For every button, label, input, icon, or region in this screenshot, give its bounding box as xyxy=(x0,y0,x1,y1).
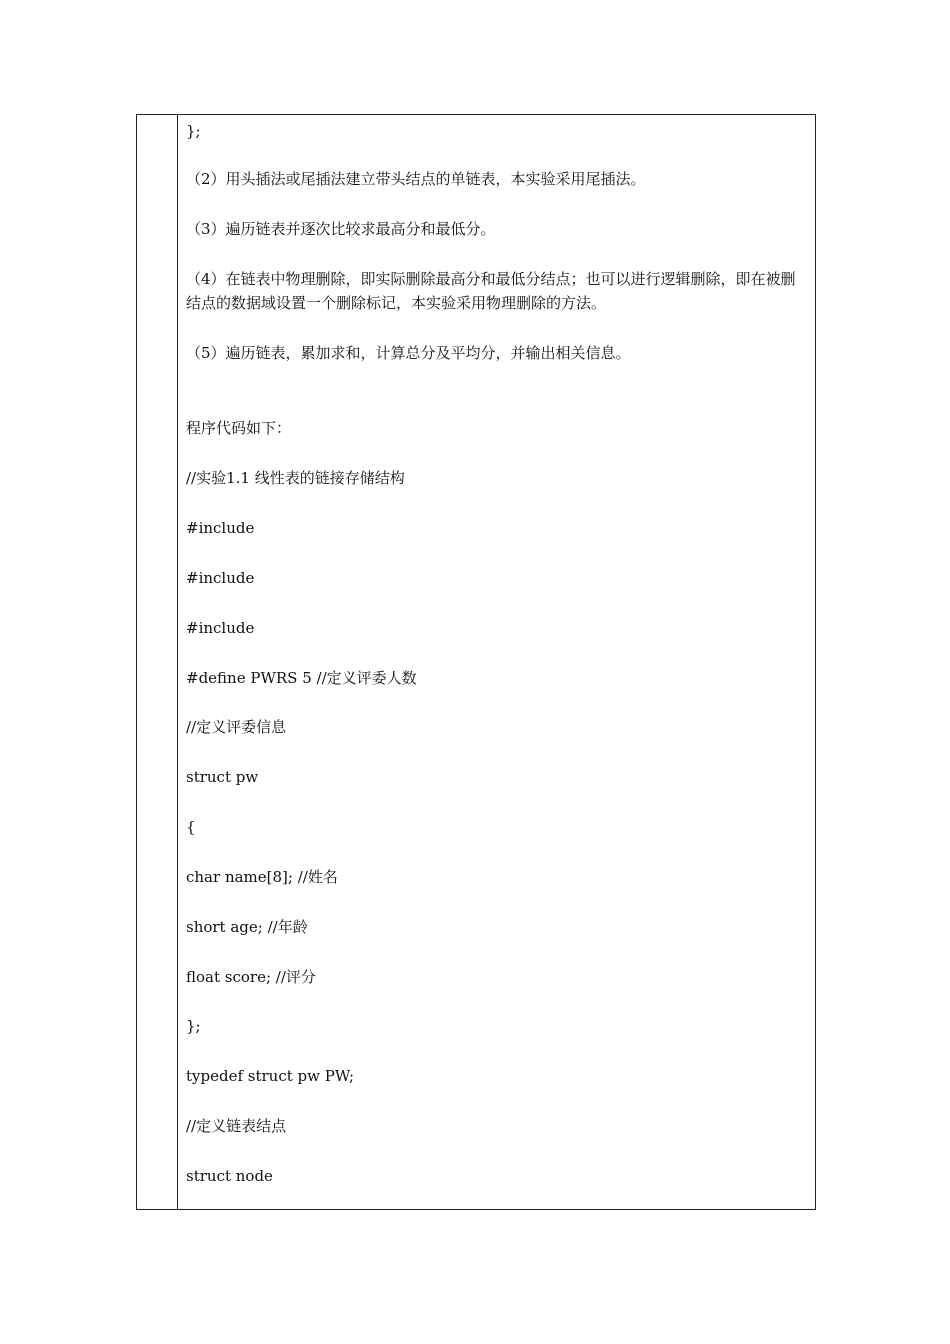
code-line: //定义链表结点 xyxy=(186,1117,287,1135)
code-line: }; xyxy=(186,1017,201,1035)
code-line: #define PWRS 5 //定义评委人数 xyxy=(186,669,417,687)
code-line: float score; //评分 xyxy=(186,968,316,986)
code-line: struct node xyxy=(186,1167,273,1185)
code-line: typedef struct pw PW; xyxy=(186,1067,355,1085)
table-left-column xyxy=(137,115,178,1209)
code-line: //定义评委信息 xyxy=(186,718,287,736)
code-comment-line: //实验1.1 线性表的链接存储结构 xyxy=(186,469,405,487)
step-4-text: （4）在链表中物理删除，即实际删除最高分和最低分结点；也可以进行逻辑删除，即在被删结点的数据域设置一个删除标记，本实验采用物理删除的方法。 xyxy=(186,270,796,312)
code-line: struct pw xyxy=(186,768,259,786)
code-line: char name[8]; //姓名 xyxy=(186,868,338,886)
code-line: }; xyxy=(186,122,201,140)
document-table xyxy=(136,114,816,1210)
code-line: #include xyxy=(186,619,255,637)
step-2-text: （2）用头插法或尾插法建立带头结点的单链表，本实验采用尾插法。 xyxy=(186,170,646,188)
code-line: { xyxy=(186,818,196,836)
code-line: #include xyxy=(186,569,255,587)
code-intro-text: 程序代码如下： xyxy=(186,419,292,437)
code-line: #include xyxy=(186,519,255,537)
step-3-text: （3）遍历链表并逐次比较求最高分和最低分。 xyxy=(186,220,496,238)
code-line: short age; //年龄 xyxy=(186,918,308,936)
step-5-text: （5）遍历链表，累加求和，计算总分及平均分，并输出相关信息。 xyxy=(186,344,631,362)
